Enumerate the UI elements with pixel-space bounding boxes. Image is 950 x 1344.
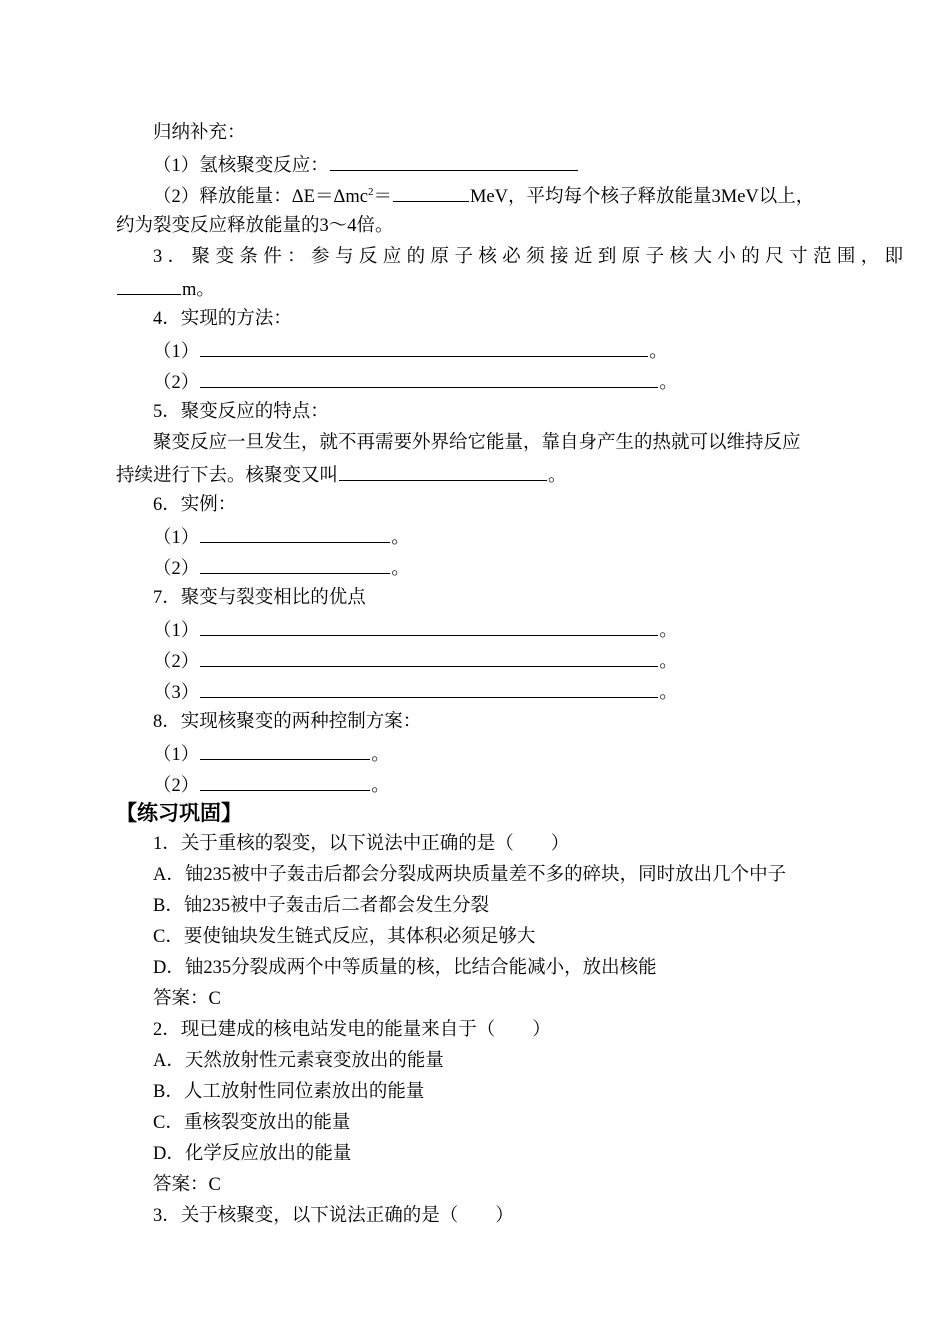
- section-8-title: 8．实现核聚变的两种控制方案：: [153, 712, 422, 732]
- period: 。: [391, 559, 410, 579]
- section-4-title: 4．实现的方法：: [153, 309, 292, 329]
- section-6-item-2: [153, 555, 410, 581]
- question-2-option-d[interactable]: D．化学反应放出的能量: [153, 1144, 352, 1164]
- summary-item-2: [153, 183, 814, 211]
- section-7-item-3: [153, 679, 678, 705]
- section-7-item-2: [153, 648, 678, 674]
- item-label: （1）: [153, 745, 200, 765]
- item-label: （2）: [153, 373, 200, 393]
- question-1-stem: 1．关于重核的裂变，以下说法中正确的是（ ）: [153, 834, 570, 854]
- fill-blank[interactable]: [200, 741, 370, 760]
- section-7-item-1: [153, 617, 678, 643]
- period: 。: [649, 342, 668, 362]
- section-8-item-1: [153, 741, 390, 767]
- fill-blank[interactable]: [117, 276, 181, 295]
- question-2-option-b[interactable]: B．人工放射性同位素放出的能量: [153, 1082, 425, 1102]
- section-5-line-2: [116, 462, 567, 488]
- superscript: 2: [367, 186, 374, 198]
- period: 。: [659, 683, 678, 703]
- section-6-item-1: [153, 524, 410, 550]
- item-label: （2）: [153, 776, 200, 796]
- section-8-item-2: [153, 772, 390, 798]
- period: 。: [371, 745, 390, 765]
- fill-blank[interactable]: [200, 369, 658, 388]
- fill-blank[interactable]: [200, 772, 370, 791]
- item-label: （1）: [153, 528, 200, 548]
- section-5-line-1: 聚变反应一旦发生，就不再需要外界给它能量，靠自身产生的热就可以维持反应: [153, 433, 801, 453]
- section-6-title: 6．实例：: [153, 495, 237, 515]
- energy-text: MeV，平均每个核子释放能量3MeV以上，: [469, 187, 815, 207]
- period: 。: [391, 528, 410, 548]
- summary-title: 归纳补充：: [153, 123, 246, 143]
- summary-item-1-label: （1）氢核聚变反应：: [153, 156, 329, 176]
- question-2-answer: 答案：C: [153, 1175, 221, 1195]
- item-label: （1）: [153, 621, 200, 641]
- fill-blank[interactable]: [330, 152, 578, 171]
- energy-formula: （2）释放能量：ΔE＝Δmc: [153, 187, 368, 207]
- question-2-option-c[interactable]: C．重核裂变放出的能量: [153, 1113, 351, 1133]
- section-4-item-1: [153, 338, 668, 364]
- fill-blank[interactable]: [339, 462, 547, 481]
- fill-blank[interactable]: [200, 617, 658, 636]
- question-1-option-c[interactable]: C．要使铀块发生链式反应，其体积必须足够大: [153, 927, 536, 947]
- section-3-line-2: [116, 276, 215, 302]
- equals-sign: ＝: [373, 187, 392, 207]
- fill-blank[interactable]: [200, 524, 390, 543]
- fusion-alias-text: 持续进行下去。核聚变又叫: [116, 466, 339, 486]
- fill-blank[interactable]: [200, 648, 658, 667]
- section-5-title: 5．聚变反应的特点：: [153, 402, 329, 422]
- fill-blank[interactable]: [200, 679, 658, 698]
- period: 。: [548, 466, 567, 486]
- summary-item-1: [153, 152, 579, 178]
- fill-blank[interactable]: [200, 555, 390, 574]
- question-1-answer: 答案：C: [153, 989, 221, 1009]
- fill-blank[interactable]: [393, 183, 469, 202]
- period: 。: [371, 776, 390, 796]
- item-label: （2）: [153, 652, 200, 672]
- question-2-option-a[interactable]: A．天然放射性元素衰变放出的能量: [153, 1051, 444, 1071]
- section-3-line-1: 3．聚变条件：参与反应的原子核必须接近到原子核大小的尺寸范围，即: [153, 247, 909, 267]
- item-label: （3）: [153, 683, 200, 703]
- fill-blank[interactable]: [200, 338, 648, 357]
- question-1-option-a[interactable]: A．铀235被中子轰击后都会分裂成两块质量差不多的碎块，同时放出几个中子: [153, 865, 787, 885]
- question-1-option-b[interactable]: B．铀235被中子轰击后二者都会发生分裂: [153, 896, 490, 916]
- practice-heading: 【练习巩固】: [116, 801, 242, 825]
- section-7-title: 7．聚变与裂变相比的优点: [153, 588, 366, 608]
- summary-item-2-cont: 约为裂变反应释放能量的3～4倍。: [116, 216, 394, 236]
- item-label: （2）: [153, 559, 200, 579]
- period: 。: [659, 373, 678, 393]
- question-1-option-d[interactable]: D．铀235分裂成两个中等质量的核，比结合能减小，放出核能: [153, 958, 657, 978]
- section-4-item-2: [153, 369, 678, 395]
- item-label: （1）: [153, 342, 200, 362]
- question-2-stem: 2．现已建成的核电站发电的能量来自于（ ）: [153, 1020, 551, 1040]
- period: 。: [659, 652, 678, 672]
- question-3-stem: 3．关于核聚变，以下说法正确的是（ ）: [153, 1206, 514, 1226]
- unit-text: m。: [182, 280, 215, 300]
- period: 。: [659, 621, 678, 641]
